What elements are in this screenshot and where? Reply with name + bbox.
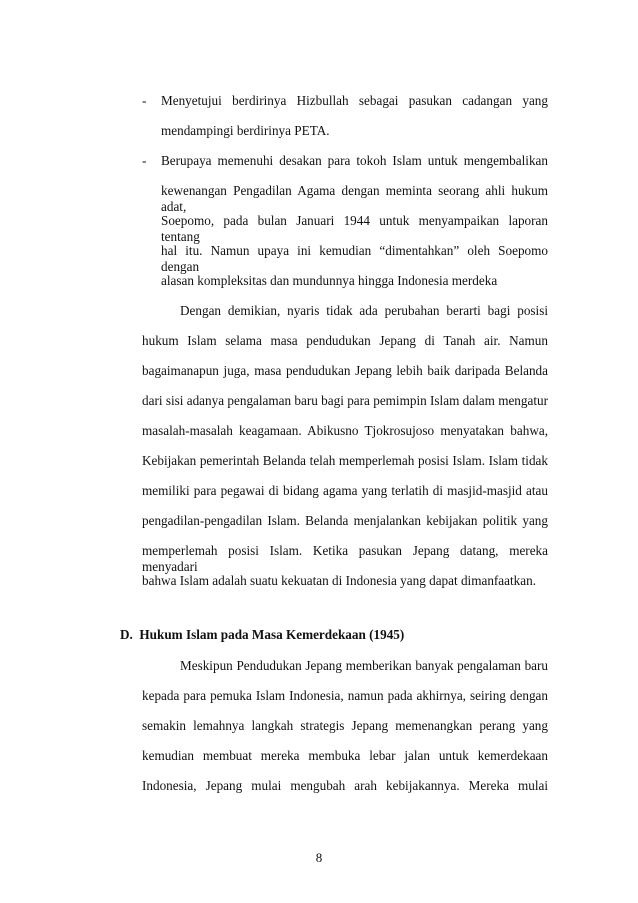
paragraph-1-line-10: bahwa Islam adalah suatu kekuatan di Indonesia yang dapat dimanfaatkan.	[142, 573, 537, 588]
paragraph-2-line-5: Indonesia, Jepang mulai mengubah arah kebijakannya. Mereka mulai	[142, 778, 548, 793]
bullet-marker: -	[142, 153, 147, 168]
paragraph-1-line-1: Dengan demikian, nyaris tidak ada perubahan berarti bagi posisi	[180, 303, 548, 318]
paragraph-1-line-8: pengadilan-pengadilan Islam. Belanda menjalankan kebijakan politik yang	[142, 513, 548, 528]
paragraph-1-line-4: dari sisi adanya pengalaman baru bagi para pemimpin Islam dalam mengatur	[142, 393, 548, 408]
page-number: 8	[315, 850, 323, 865]
bullet-2-line-4: hal itu. Namun upaya ini kemudian “dimentahkan” oleh Soepomo dengan	[161, 243, 548, 274]
paragraph-2-line-4: kemudian membuat mereka membuka lebar jalan untuk kemerdekaan	[142, 748, 548, 763]
paragraph-2-line-2: kepada para pemuka Islam Indonesia, namun pada akhirnya, seiring dengan	[142, 688, 548, 703]
bullet-2-line-3: Soepomo, pada bulan Januari 1944 untuk menyampaikan laporan tentang	[161, 213, 548, 244]
paragraph-1-line-5: masalah-masalah keagamaan. Abikusno Tjokrosujoso menyatakan bahwa,	[142, 423, 548, 438]
bullet-marker: -	[142, 93, 147, 108]
bullet-2-line-5: alasan kompleksitas dan mundunnya hingga Indonesia merdeka	[161, 273, 498, 288]
paragraph-1-line-7: memiliki para pegawai di bidang agama yang terlatih di masjid-masjid atau	[142, 483, 548, 498]
paragraph-1-line-2: hukum Islam selama masa pendudukan Jepang di Tanah air. Namun	[142, 333, 548, 348]
paragraph-2-line-1: Meskipun Pendudukan Jepang memberikan banyak pengalaman baru	[180, 658, 548, 673]
bullet-2-line-1: Berupaya memenuhi desakan para tokoh Islam untuk mengembalikan	[161, 153, 548, 168]
paragraph-2-line-3: semakin lemahnya langkah strategis Jepang memenangkan perang yang	[142, 718, 548, 733]
section-heading: D. Hukum Islam pada Masa Kemerdekaan (1945)	[120, 627, 405, 642]
bullet-1-line-2: mendampingi berdirinya PETA.	[161, 123, 330, 138]
bullet-2-line-2: kewenangan Pengadilan Agama dengan meminta seorang ahli hukum adat,	[161, 183, 548, 214]
paragraph-1-line-3: bagaimanapun juga, masa pendudukan Jepang lebih baik daripada Belanda	[142, 363, 548, 378]
paragraph-1-line-9: memperlemah posisi Islam. Ketika pasukan Jepang datang, mereka menyadari	[142, 543, 548, 574]
paragraph-1-line-6: Kebijakan pemerintah Belanda telah memperlemah posisi Islam. Islam tidak	[142, 453, 548, 468]
bullet-1-line-1: Menyetujui berdirinya Hizbullah sebagai pasukan cadangan yang	[161, 93, 548, 108]
